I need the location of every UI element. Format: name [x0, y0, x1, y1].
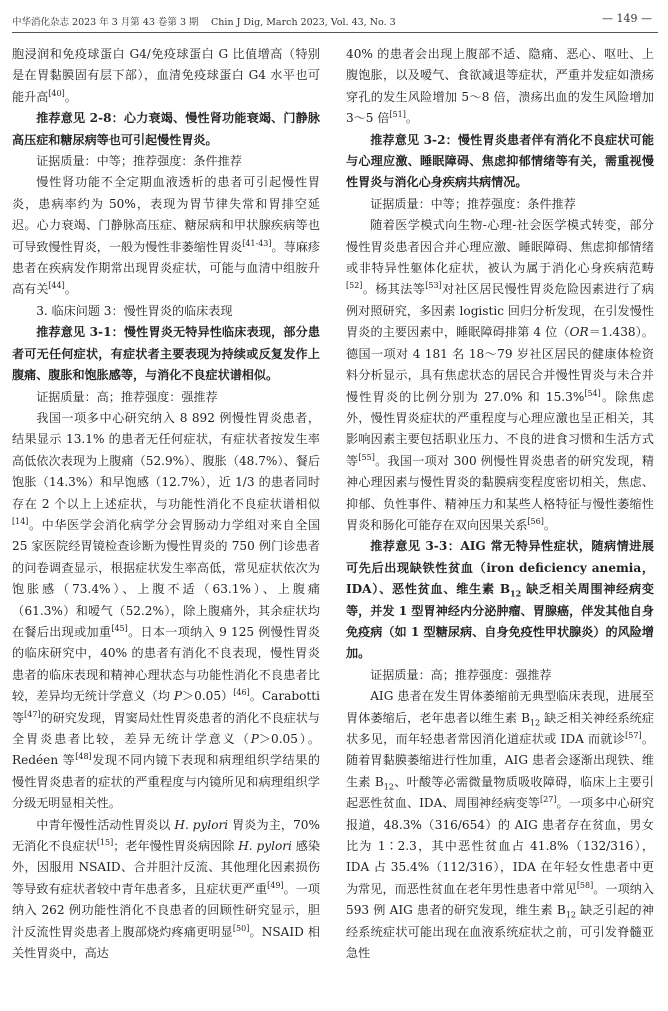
paragraph: 慢性肾功能不全定期血液透析的患者可引起慢性胃炎，患病率约为 50%，表现为胃节律失常和胃排空延迟。心力衰竭、门静脉高压症、糖尿病和甲状腺疾病等也可导致慢性胃炎，一般为慢性非萎缩性胃炎[41-43]。荨麻疹患者在疾病发作期常出现胃炎症状，可能与血清中组胺升高有关[44]。	[12, 175, 320, 297]
page-header	[12, 10, 658, 30]
paragraph: 随着医学模式向生物-心理-社会医学模式转变，部分慢性胃炎患者因合并心理应激、睡眠障碍、焦虑抑郁情绪或非特异性躯体化症状，被认为属于消化心身疾病范畴[52]。杨其法等[53]对社区居民慢性胃炎危险因素进行了病例对照研究，多因素 logistic 回归分析发现，在引发慢性胃炎的主要因素中，睡眠障碍排第 4 位（OR＝1.438）。德国一项对 4 181 名 18～79 岁社区居民的健康体检资料分析显示，具有焦虑状态的居民合并慢性胃炎与未合并慢性胃炎的比例分别为 27.0% 和 15.3%[54]。除焦虑外，慢性胃炎症状的严重程度与心理应激也呈正相关，其影响因素主要包括职业压力、不良的进食习惯和生活方式等[55]。我国一项对 300 例慢性胃炎患者的研究发现，精神心理因素与慢性胃炎的黏膜病变程度密切相关，焦虑、抑郁、负性事件、精神压力和某些人格特征与慢性萎缩性胃炎和肠化可能存在双向因果关系[56]。	[346, 218, 654, 532]
paragraph: 证据质量：高；推荐强度：强推荐	[370, 667, 552, 682]
right-column	[346, 44, 654, 964]
paragraph: 40% 的患者会出现上腹部不适、隐痛、恶心、呕吐、上腹饱胀，以及嗳气、食欲减退等症状，严重并发症如溃疡穿孔的发生风险增加 5～8 倍，溃疡出血的发生风险增加3～5 倍[51]。	[346, 47, 654, 126]
left-column	[12, 44, 320, 964]
paragraph: 中青年慢性活动性胃炎以 H. pylori 胃炎为主，70% 无消化不良症状[15]；老年慢性胃炎病因除 H. pylori 感染外，因服用 NSAID、合并胆汁反流、其他理化因素损伤等导致有症状者较中青年患者多，且症状更严重[49]。一项纳入 262 例功能性消化不良患者的回顾性研究显示，胆汁反流性胃炎患者上腹部烧灼疼痛更明显[50]。NSAID 相关性胃炎中，高达	[12, 817, 320, 961]
paragraph: 3. 临床问题 3：慢性胃炎的临床表现	[36, 303, 233, 318]
paragraph: 证据质量：中等；推荐强度：条件推荐	[36, 154, 242, 169]
recommendation-statement: 推荐意见 3-1：慢性胃炎无特异性临床表现，部分患者可无任何症状，有症状者主要表现为持续或反复发作上腹痛、腹胀和饱胀感等，与消化不良症状谱相似。	[12, 325, 320, 383]
recommendation-statement: 推荐意见 3-2：慢性胃炎患者伴有消化不良症状可能与心理应激、睡眠障碍、焦虑抑郁情绪等有关，需重视慢性胃炎与消化心身疾病共病情况。	[346, 132, 654, 190]
paragraph: AIG 患者在发生胃体萎缩前无典型临床表现，进展至胃体萎缩后，老年患者以维生素 $B_{12}$ 缺乏相关神经系统症状多见，而年轻患者常因消化道症状或 IDA 而就诊[57]。随着胃黏膜萎缩进行性加重，AIG 患者会逐渐出现铁、维生素 $B_{12}$、叶酸等必需微量物质吸收障碍，临床上主要引起恶性贫血、IDA、周围神经病变等[27]。一项多中心研究报道，48.3%（316/654）的 AIG 患者存在贫血，男女比为 1∶2.3，其中恶性贫血占 41.8%（132/316），IDA 占 35.4%（112/316），IDA 在年轻女性患者中更为常见，而恶性贫血在老年男性患者中常见[58]。一项纳入593 例 AIG 患者的研究发现，维生素 $B_{12}$ 缺乏引起的神经系统症状可能出现在血液系统症状之前，可引发脊髓亚急性	[346, 689, 654, 961]
page-number: — 149 —	[602, 12, 652, 25]
recommendation-statement: 推荐意见 3-3：AIG 常无特异性症状，随病情进展可先后出现缺铁性贫血（iron deficiency anemia，IDA）、恶性贫血、维生素 $B_{12}$ 缺乏相关周围神经病变等，并发 1 型胃神经内分泌肿瘤、胃腺癌，伴发其他自身免疫病（如 1 型糖尿病、自身免疫性甲状腺炎）的风险增加。	[346, 539, 654, 661]
paragraph: 证据质量：高；推荐强度：强推荐	[36, 389, 218, 404]
paragraph: 胞浸润和免疫球蛋白 G4/免疫球蛋白 G 比值增高（特别是在胃黏膜固有层下部），血清免疫球蛋白 G4 水平也可能升高[40]。	[12, 47, 320, 104]
recommendation-statement: 推荐意见 2-8：心力衰竭、慢性肾功能衰竭、门静脉高压症和糖尿病等也可引起慢性胃炎。	[12, 111, 320, 147]
journal-citation: 中华消化杂志 2023 年 3 月第 43 卷第 3 期 Chin J Dig, March 2023, Vol. 43, No. 3	[12, 17, 396, 28]
paragraph: 我国一项多中心研究纳入 8 892 例慢性胃炎患者，结果显示 13.1% 的患者无任何症状，有症状者按发生率高低依次表现为上腹痛（52.9%）、腹胀（48.7%）、餐后饱胀（14.3%）和早饱感（12.7%），近 1/3 的患者同时存在 2 个以上上述症状，与功能性消化不良症状谱相似[14]。中华医学会消化病学分会胃肠动力学组对来自全国 25 家医院经胃镜检查诊断为慢性胃炎的 750 例门诊患者的问卷调查显示，根据症状发生率高低，常见症状依次为饱胀感（73.4%）、上腹不适（63.1%）、上腹痛（61.3%）和嗳气（52.2%），除上腹痛外，其余症状均在餐后出现或加重[45]。日本一项纳入 9 125 例慢性胃炎的临床研究中，40% 的患者有消化不良表现，慢性胃炎患者的临床表现和精神心理状态与功能性消化不良患者比较，差异均无统计学意义（均 P＞0.05）[46]。Carabotti 等[47]的研究发现，胃窦局灶性胃炎患者的消化不良症状与全胃炎患者比较，差异无统计学意义（P＞0.05）。Redéen 等[48]发现不同内镜下表现和病理组织学结果的慢性胃炎患者的症状的严重程度与内镜所见和病理组织学分级无明显相关性。	[12, 410, 320, 811]
paragraph: 证据质量：中等；推荐强度：条件推荐	[370, 196, 576, 211]
header-rule	[12, 32, 658, 33]
